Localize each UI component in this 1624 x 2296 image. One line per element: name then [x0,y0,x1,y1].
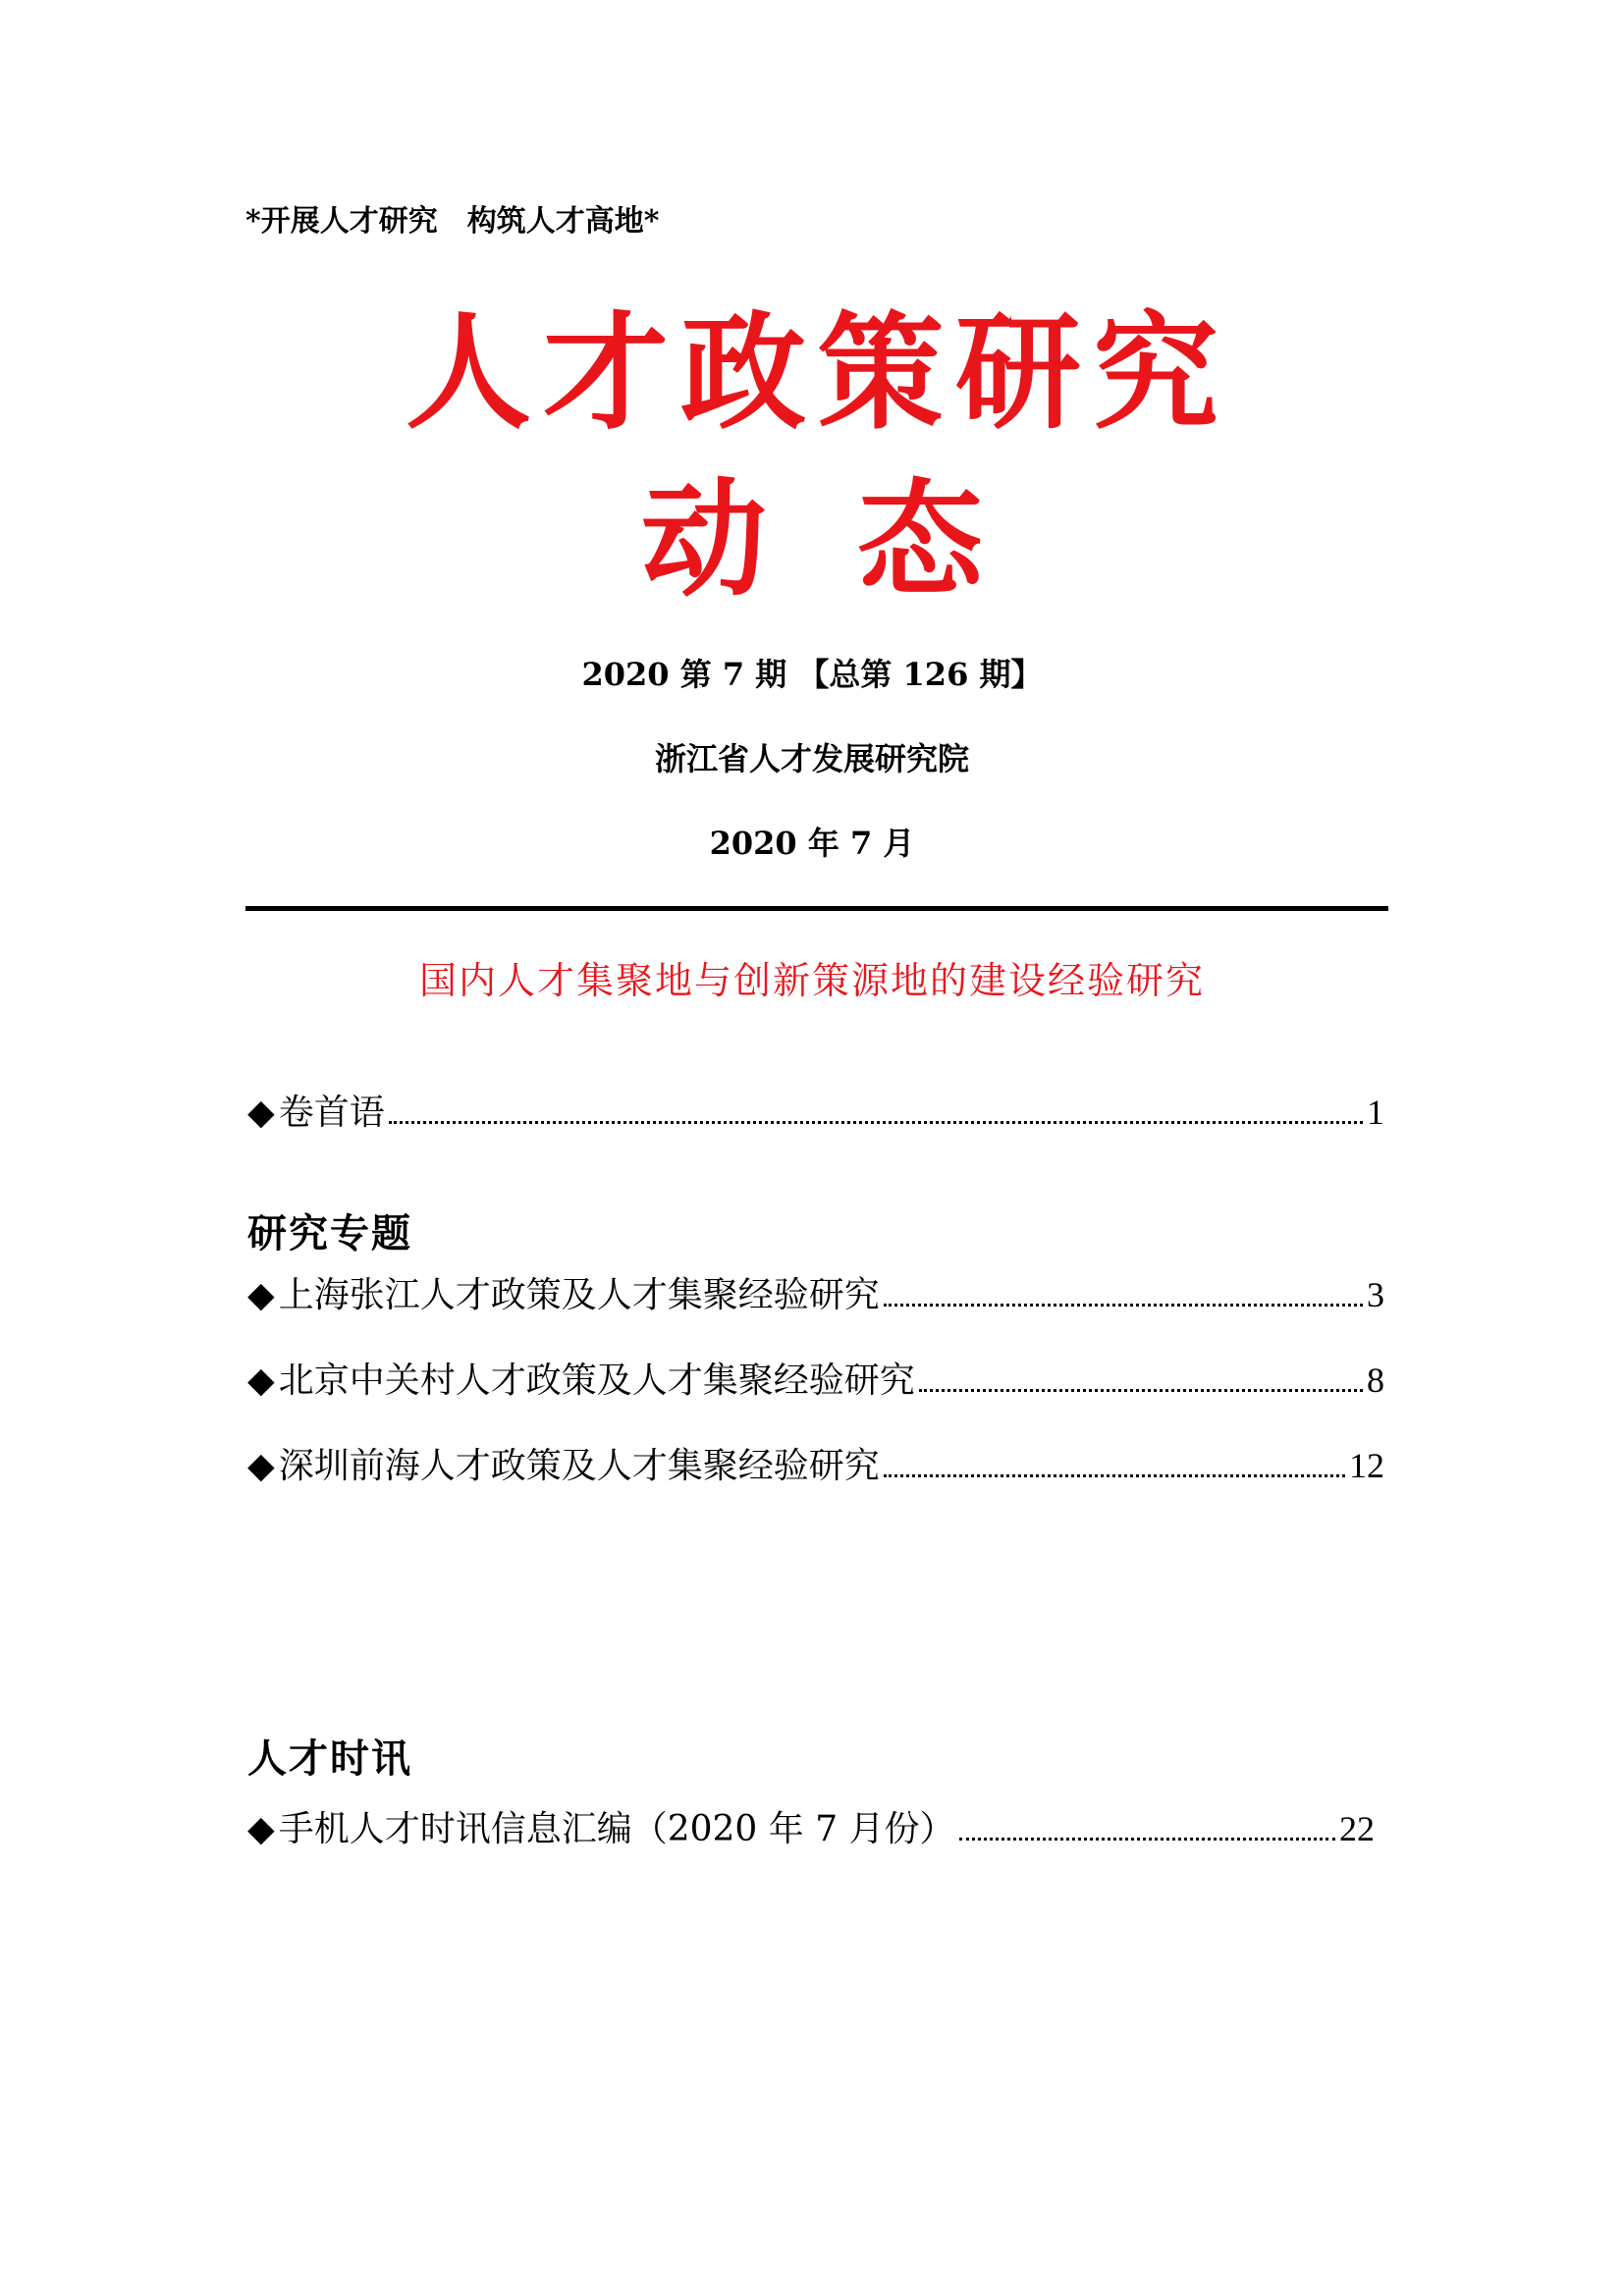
dot-leader [389,1121,1363,1124]
toc-entry-page: 22 [1339,1809,1375,1848]
masthead-subtitle-char-1: 动 [640,466,767,614]
toc-entry-label: 手机人才时讯信息汇编（2020 年 7 月份） [278,1809,955,1849]
diamond-bullet-icon: ◆ [247,1093,275,1133]
diamond-bullet-icon: ◆ [247,1361,275,1401]
issue-date: 2020 年 7 月 [709,825,915,862]
toc-entry-research-shenzhen[interactable] [247,1443,1384,1489]
issue-theme-title: 国内人才集聚地与创新策源地的建设经验研究 [418,959,1205,1002]
toc-entry-label: 卷首语 [278,1093,385,1133]
horizontal-divider [245,906,1388,911]
toc-entry-research-beijing[interactable] [247,1358,1384,1404]
toc-entry-page: 3 [1367,1275,1384,1314]
toc-entry-label: 深圳前海人才政策及人才集聚经验研究 [278,1446,880,1486]
toc-entry-page: 8 [1367,1361,1384,1400]
issue-number: 2020 第 7 期 【总第 126 期】 [581,656,1043,693]
section-heading-research: 研究专题 [247,1210,412,1256]
toc-entry-page: 12 [1349,1446,1384,1485]
diamond-bullet-icon: ◆ [247,1446,275,1486]
toc-entry-news-digest[interactable] [247,1806,1375,1852]
organization-name: 浙江省人才发展研究院 [654,740,969,777]
dot-leader [884,1304,1363,1307]
masthead-subtitle-char-2: 态 [857,466,984,614]
section-heading-news: 人才时讯 [247,1735,412,1782]
masthead-subtitle [0,466,1624,614]
diamond-bullet-icon: ◆ [247,1275,275,1315]
slogan: *开展人才研究 构筑人才高地* [245,204,660,239]
toc-entry-label: 北京中关村人才政策及人才集聚经验研究 [278,1361,915,1401]
toc-entry-label: 上海张江人才政策及人才集聚经验研究 [278,1275,880,1315]
diamond-bullet-icon: ◆ [247,1809,275,1849]
dot-leader [919,1389,1363,1392]
toc-entry-page: 1 [1367,1093,1384,1132]
toc-entry-research-shanghai[interactable] [247,1272,1384,1318]
dot-leader [959,1838,1335,1841]
dot-leader [884,1474,1345,1477]
masthead-title: 人才政策研究 [405,299,1230,447]
toc-entry-preface[interactable] [247,1090,1384,1136]
